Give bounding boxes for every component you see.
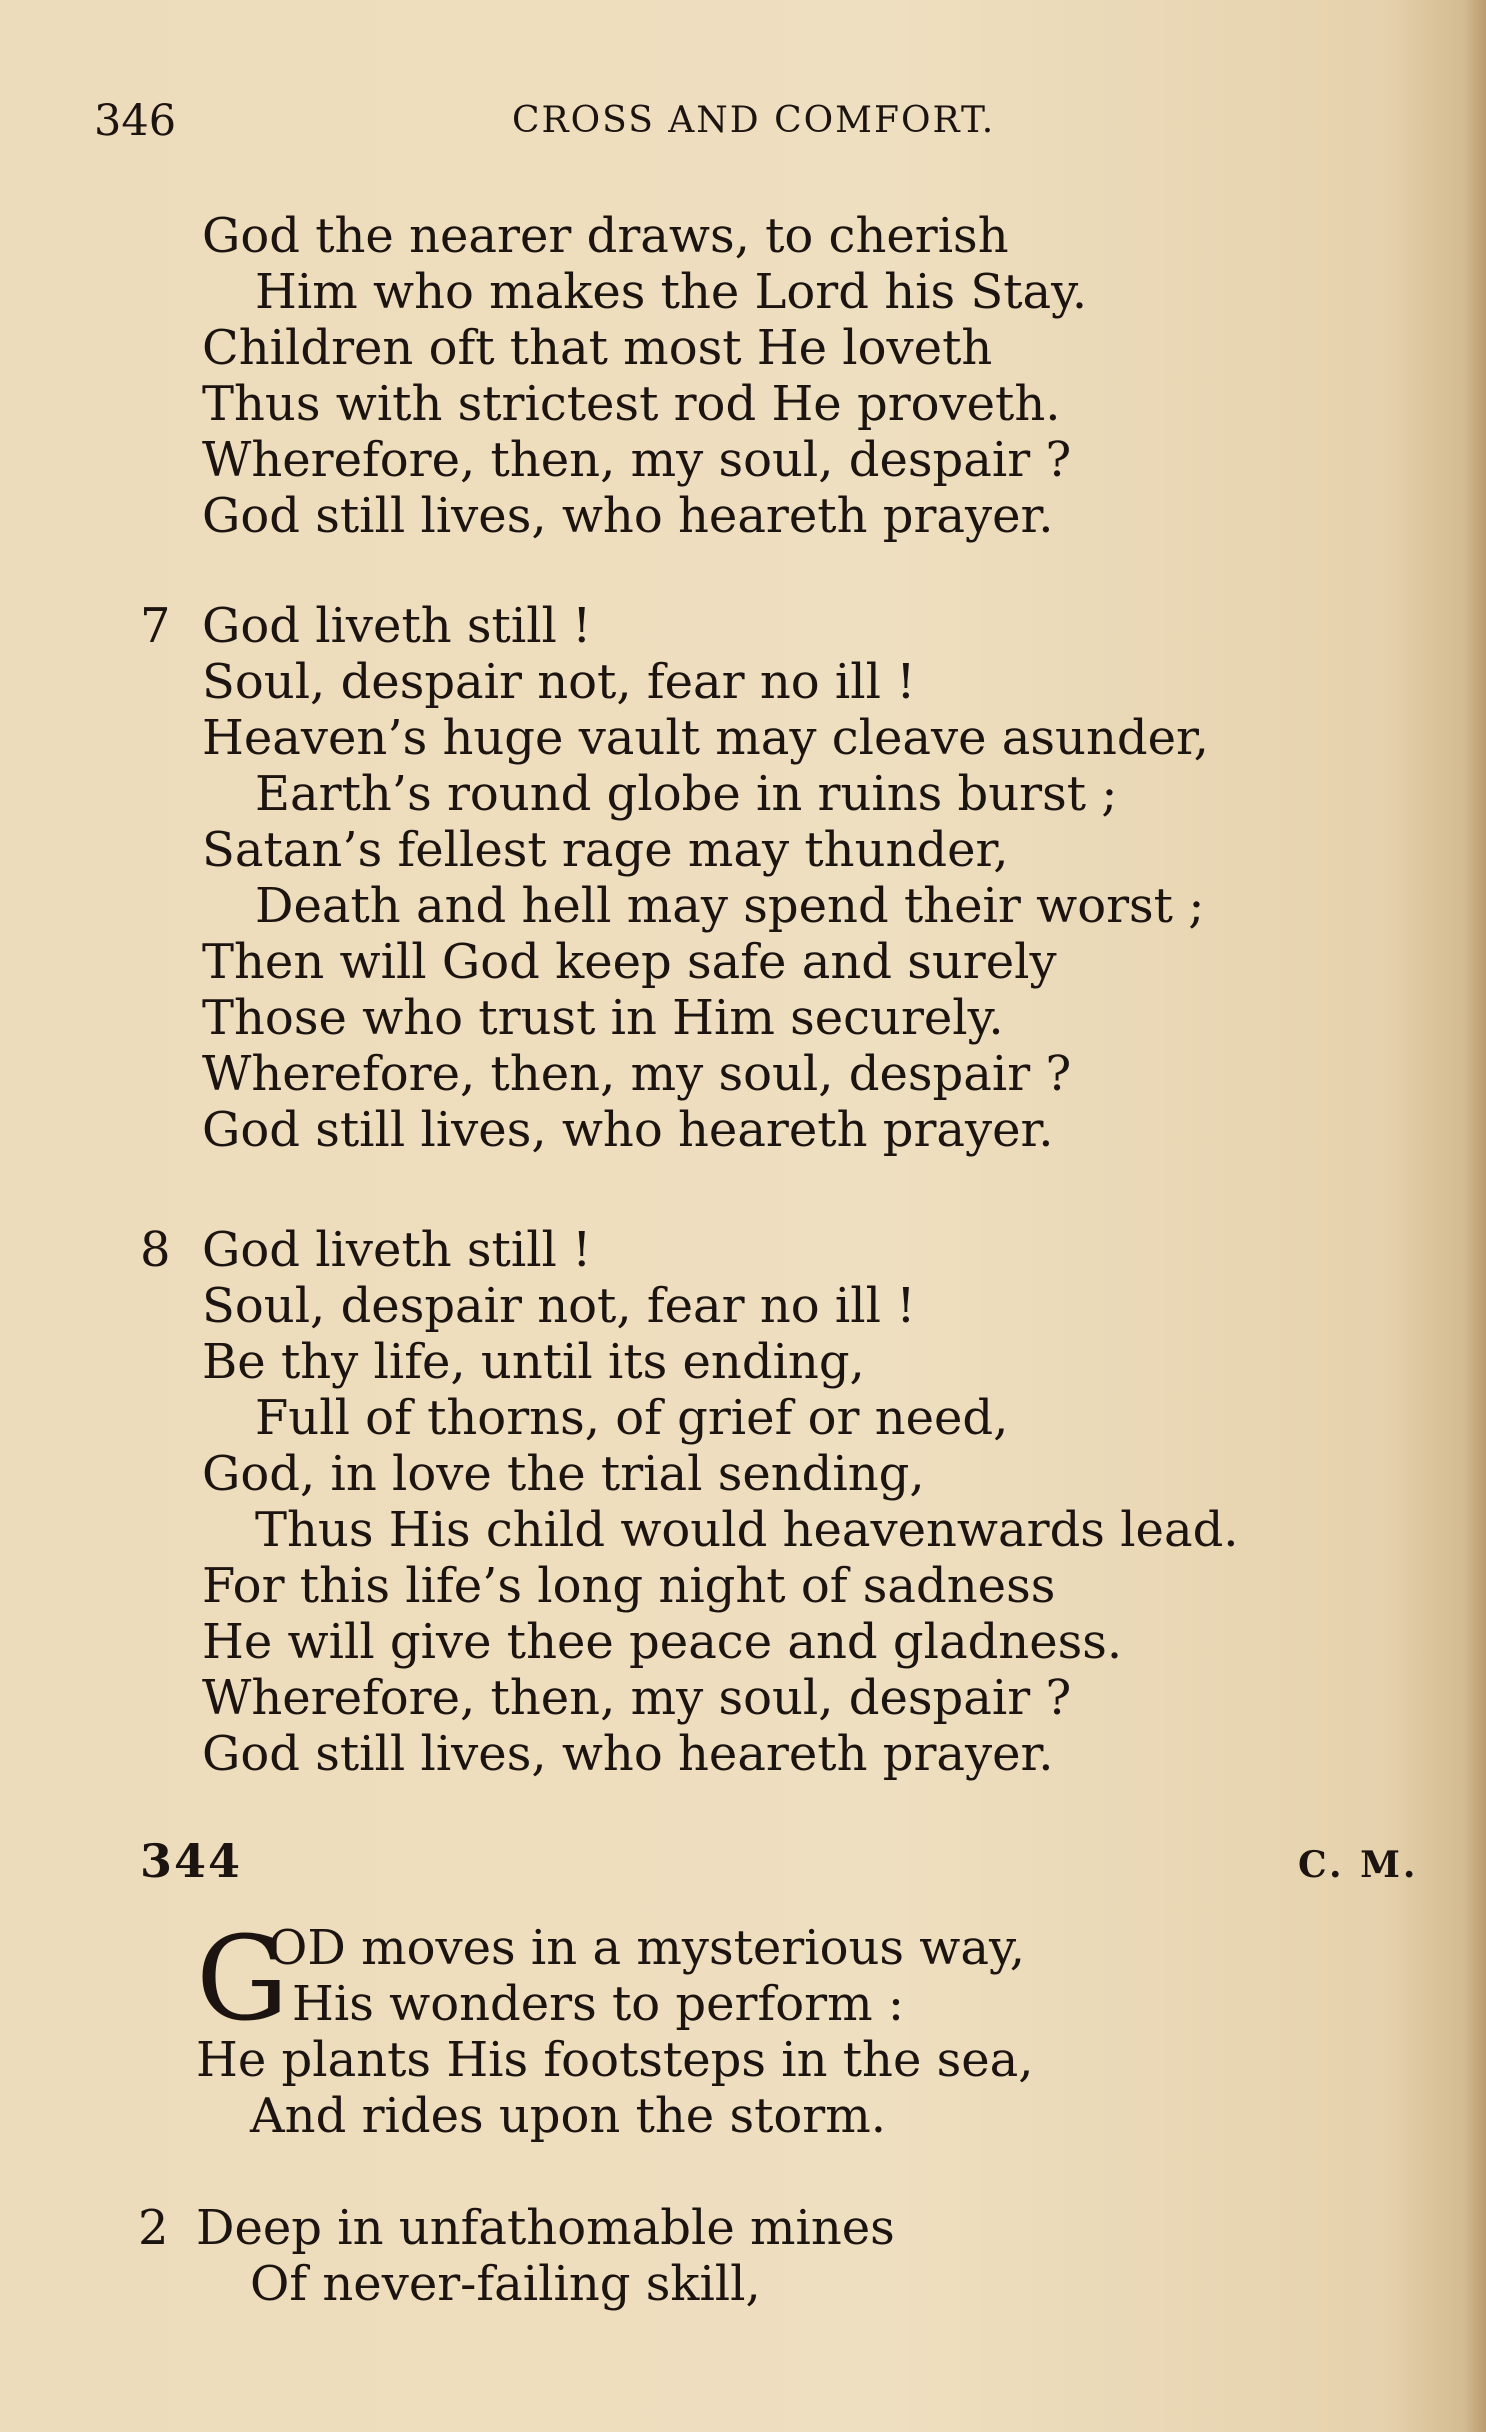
hymn-number: 344 <box>140 1834 243 1888</box>
verse-line: Those who trust in Him securely. <box>202 990 1004 1046</box>
page-number: 346 <box>94 96 177 146</box>
verse-line: Satan’s fellest rage may thunder, <box>202 822 1009 878</box>
stanza-number: 8 <box>140 1222 171 1278</box>
drop-cap: G <box>196 1912 289 2047</box>
verse-line: God liveth still ! <box>202 1222 592 1278</box>
verse-line: Wherefore, then, my soul, despair ? <box>202 1046 1072 1102</box>
verse-line: OD moves in a mysterious way, <box>268 1920 1025 1976</box>
verse-line: Wherefore, then, my soul, despair ? <box>202 432 1072 488</box>
verse-line: He plants His footsteps in the sea, <box>196 2032 1034 2088</box>
verse-line: God still lives, who heareth prayer. <box>202 1102 1054 1158</box>
running-title: CROSS AND COMFORT. <box>512 100 996 141</box>
verse-line: Of never-failing skill, <box>250 2256 761 2312</box>
verse-line: Earth’s round globe in ruins burst ; <box>255 766 1118 822</box>
verse-line: Death and hell may spend their worst ; <box>255 878 1205 934</box>
verse-line: God liveth still ! <box>202 598 592 654</box>
verse-line: Be thy life, until its ending, <box>202 1334 865 1390</box>
page-header <box>0 96 1486 156</box>
verse-line: God, in love the trial sending, <box>202 1446 925 1502</box>
verse-line: Full of thorns, of grief or need, <box>255 1390 1009 1446</box>
page-edge-shadow <box>1464 0 1486 2432</box>
hymn-meter: C. M. <box>1298 1844 1419 1886</box>
verse-line: Wherefore, then, my soul, despair ? <box>202 1670 1072 1726</box>
verse-line: God the nearer draws, to cherish <box>202 208 1009 264</box>
verse-line: Heaven’s huge vault may cleave asunder, <box>202 710 1209 766</box>
verse-line: Deep in unfathomable mines <box>196 2200 895 2256</box>
stanza-number: 7 <box>140 598 171 654</box>
verse-line: He will give thee peace and gladness. <box>202 1614 1123 1670</box>
verse-line: Him who makes the Lord his Stay. <box>255 264 1088 320</box>
verse-line: And rides upon the storm. <box>250 2088 886 2144</box>
verse-line: Thus with strictest rod He proveth. <box>202 376 1061 432</box>
stanza-number: 2 <box>138 2200 169 2256</box>
verse-line: Soul, despair not, fear no ill ! <box>202 654 916 710</box>
verse-line: God still lives, who heareth prayer. <box>202 1726 1054 1782</box>
verse-line: Children oft that most He loveth <box>202 320 993 376</box>
verse-line: God still lives, who heareth prayer. <box>202 488 1054 544</box>
verse-line: Then will God keep safe and surely <box>202 934 1057 990</box>
verse-line: Soul, despair not, fear no ill ! <box>202 1278 916 1334</box>
verse-line: For this life’s long night of sadness <box>202 1558 1056 1614</box>
verse-line: His wonders to perform : <box>292 1976 905 2032</box>
verse-line: Thus His child would heavenwards lead. <box>255 1502 1239 1558</box>
